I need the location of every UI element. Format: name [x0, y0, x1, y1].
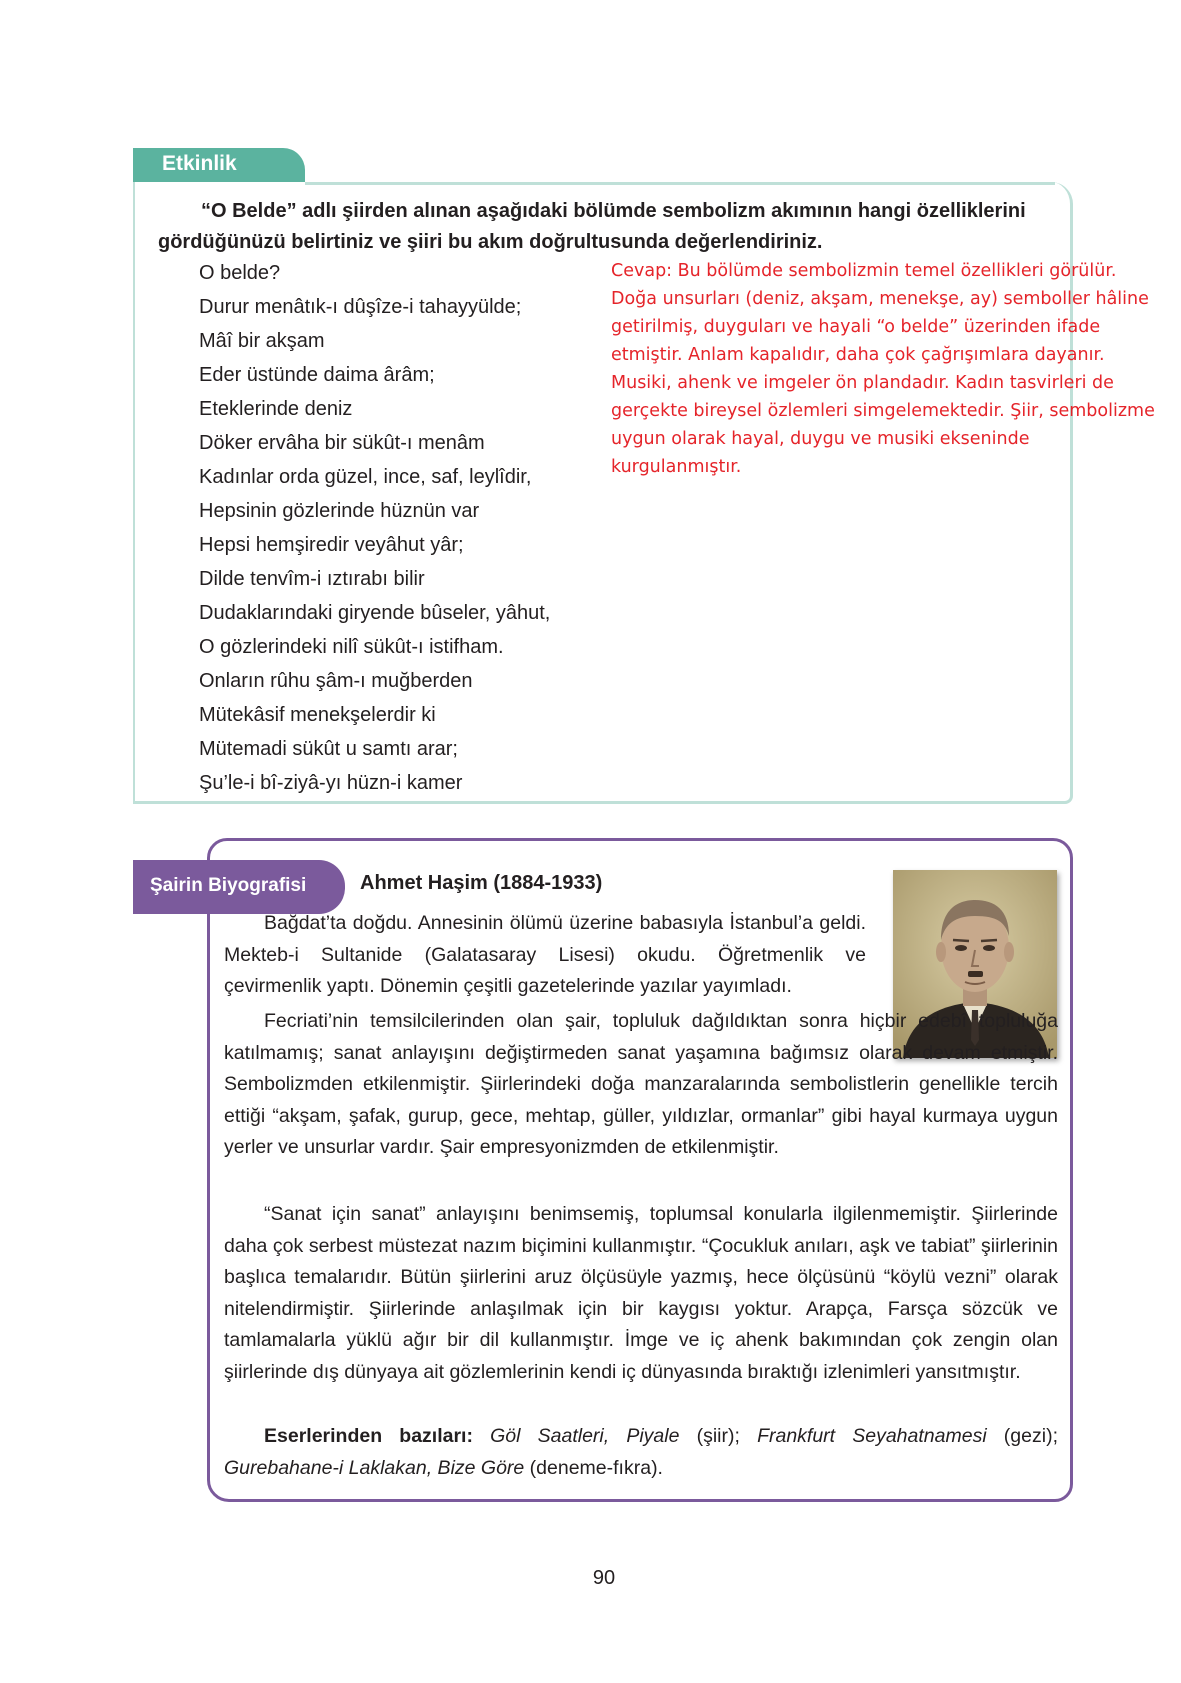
answer-line: uygun olarak hayal, duygu ve musiki ekseninde [611, 429, 1030, 449]
poet-name: Ahmet Haşim (1884-1933) [360, 872, 603, 894]
page-number: 90 [592, 1567, 616, 1589]
works-essays: Gurebahane-i Laklakan, Bize Göre [224, 1456, 525, 1479]
answer-line: etmiştir. Anlam kapalıdır, daha çok çağrışımlara dayanır. [611, 345, 1105, 365]
works-travel-genre: (gezi); [986, 1425, 1058, 1447]
answer-line: getirilmiş, duyguları ve hayali “o belde” üzerinden ifade [611, 317, 1101, 337]
answer-line: gerçekte bireysel özlemleri simgelemektedir. Şiir, sembolizme [611, 401, 1155, 421]
poem-line: Eteklerinde deniz [199, 398, 353, 420]
answer-line: Musiki, ahenk ve imgeler ön plandadır. Kadın tasvirleri de [611, 373, 1114, 393]
works-travel: Frankfurt Seyahatnamesi [757, 1425, 987, 1447]
poem-line: Kadınlar orda güzel, ince, saf, leylîdir, [199, 466, 532, 488]
poem-line: Dudaklarındaki giryende bûseler, yâhut, [199, 602, 551, 624]
bio-paragraph: Fecriati’nin temsilcilerinden olan şair, topluluk dağıldıktan sonra hiçbir edebî topluluğa katılmamış; sanat anlayışını değiştirmeden sanat yaşamına bağımsız olarak devam etmiştir. Sembolizmden etkilenmiştir. Şiirlerindeki doğa manzaralarında sembolistlerin genellikle tercih ettiği “akşam, şafak, gurup, gece, mehtap, güller, yıldızlar, ormanlar” gibi hayal kurmaya uygun yerler ve unsurlar vardır. Şair empresyonizmden de etkilenmiştir. [224, 1010, 1058, 1158]
bio-paragraph: Bağdat’ta doğdu. Annesinin ölümü üzerine babasıyla İstanbul’a geldi. Mekteb-i Sultanide (Galatasaray Lisesi) okudu. Öğretmenlik ve çevirmenlik yaptı. Dönemin çeşitli gazetelerinde yazılar yayımladı. [224, 912, 866, 997]
poem-line: Onların rûhu şâm-ı muğberden [199, 670, 473, 692]
poem-line: Eder üstünde daima ârâm; [199, 364, 435, 386]
poem-line: Mütemadi sükût u samtı arar; [199, 738, 458, 760]
works-poetry-genre: (şiir); [679, 1425, 758, 1447]
poem-line: O gözlerindeki nilî sükût-ı istifham. [199, 636, 504, 658]
poem-line: Hepsi hemşiredir veyâhut yâr; [199, 534, 464, 556]
poem-line: O belde? [199, 262, 281, 284]
handwritten-answer [611, 257, 1181, 481]
works-poetry: Göl Saatleri, Piyale [490, 1425, 680, 1447]
poem-line: Mütekâsif menekşelerdir ki [199, 704, 436, 726]
works-label: Eserlerinden bazıları: [264, 1425, 473, 1447]
poem-line: Dilde tenvîm-i ıztırabı bilir [199, 568, 425, 590]
poem-line: Şu’le-i bî-ziyâ-yı hüzn-i kamer [199, 772, 463, 794]
answer-line: kurgulanmıştır. [611, 457, 742, 477]
poem-excerpt [199, 256, 550, 800]
answer-line: Doğa unsurları (deniz, akşam, menekşe, ay) semboller hâline [611, 289, 1149, 309]
activity-question: “O Belde” adlı şiirden alınan aşağıdaki bölümde sembolizm akımının hangi özelliklerini gördüğünüzü belirtiniz ve şiiri bu akım doğrultusunda değerlendiriniz. [158, 200, 1026, 253]
works-essays-genre: (deneme-fıkra). [524, 1456, 663, 1479]
poem-line: Hepsinin gözlerinde hüznün var [199, 500, 480, 522]
poem-line: Durur menâtık-ı dûşîze-i tahayyülde; [199, 296, 522, 318]
poem-line: Mâî bir akşam [199, 330, 325, 352]
poem-line: Döker ervâha bir sükût-ı menâm [199, 432, 485, 454]
bio-works [224, 1421, 1058, 1484]
activity-tab: Etkinlik [133, 148, 305, 182]
bio-paragraph: “Sanat için sanat” anlayışını benimsemiş, toplumsal konularla ilgilenmemiştir. Şiirlerinde daha çok serbest müstezat nazım biçimini kullanmıştır. “Çocukluk anıları, aşk ve tabiat” şiirlerinin başlıca temalarıdır. Bütün şiirlerini aruz ölçüsüyle yazmış, hece ölçüsünü “köylü vezni” olarak nitelendirmiştir. Şiirlerinde anlaşılmak için bir kaygısı yoktur. Arapça, Farsça sözcük ve tamlamalarla yüklü ağır bir dil kullanmıştır. İmge ve iç ahenk bakımından çok zengin olan şiirlerinde dış dünyaya ait gözlemlerinin kendi iç dünyasında bıraktığı izlenimleri yansıtmıştır. [224, 1203, 1058, 1383]
biography-tab: Şairin Biyografisi [133, 860, 345, 914]
answer-line: Cevap: Bu bölümde sembolizmin temel özellikleri görülür. [611, 261, 1117, 281]
